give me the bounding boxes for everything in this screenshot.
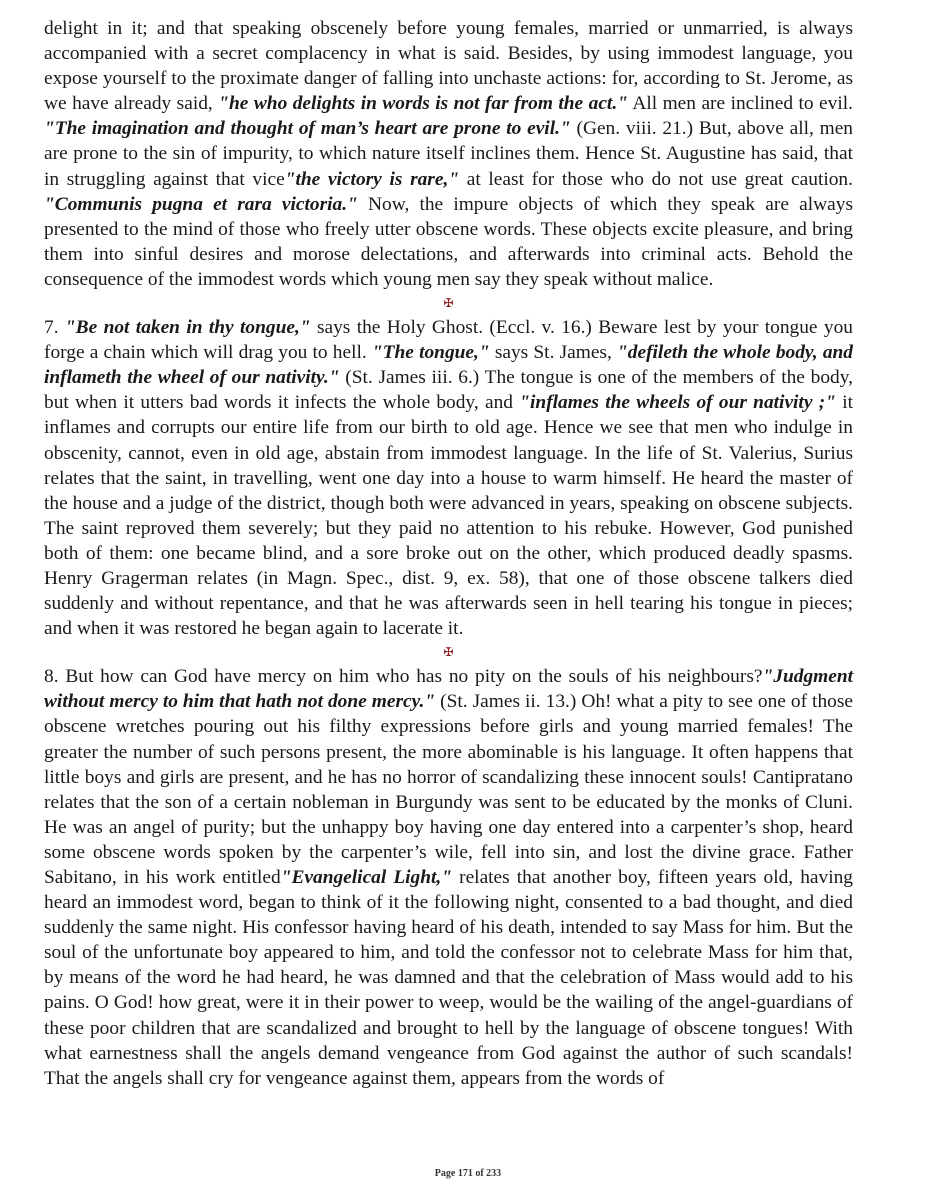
text-run: (St. James iii. 6.) The tongue is one of the members of the body, but when it utters bad words it infects the whole body, and — [44, 367, 853, 414]
paragraph-1 — [44, 16, 853, 292]
text-run: Now, the impure objects of which they speak are always presented to the mind of those who freely utter obscene words. These objects excite pleasure, and bring them into sinful desires and morose delectations, and afterwards into criminal acts. Behold the consequence of the immodest words which young men say they speak without malice. — [44, 193, 853, 290]
quotation: "Evangelical Light," — [280, 867, 453, 888]
quotation: "The tongue," — [371, 342, 490, 364]
quotation: "he who delights in words is not far from the act." — [218, 93, 628, 115]
text-run: relates that another boy, fifteen years old, having heard an immodest word, began to think of it the following night, consented to a bad thought, and died suddenly the same night. His confessor having heard of his death, intended to say Mass for him. But the soul of the unfortunate boy appeared to him, and told the confessor not to celebrate Mass for him that, by means of the word he had heard, he was damned and that the celebration of Mass would add to his pains. O God! how great, were it in their power to weep, would be the wailing of the angel-guardians of these poor children that are scandalized and brought to hell by the language of obscene tongues! With what earnestness shall the angels demand vengeance from God against the author of such scandals! That the angels shall cry for vengeance against them, appears from the words of — [44, 867, 853, 1089]
text-run: All men are inclined to evil. — [627, 93, 853, 115]
quotation: "defileth the whole body, and inflameth the wheel of our nativity." — [44, 342, 853, 389]
cross-separator-icon: ✠ — [443, 645, 454, 660]
quotation: "Be not taken in thy tongue," — [64, 317, 311, 339]
quotation: "inflames the wheels of our nativity ;" — [519, 392, 836, 414]
quotation: "Communis pugna et rara victoria." — [44, 193, 358, 215]
text-run: at least for those who do not use great caution. — [459, 168, 853, 190]
paragraph-8 — [44, 664, 853, 1091]
cross-separator-icon: ✠ — [443, 296, 454, 311]
text-run: it inflames and corrupts our entire life from our birth to old age. Hence we see that men who indulge in obscenity, cannot, even in old age, abstain from immodest language. In the life of St. Valerius, Surius relates that the saint, in travelling, went one day into a house to warm himself. He heard the master of the house and a judge of the district, though both were advanced in years, speaking on obscene subjects. The saint reproved them severely; but they paid no attention to his rebuke. However, God punished both of them: one became blind, and a sore broke out on the other, which produced deadly spasms. Henry Gragerman relates (in Magn. Spec., dist. 9, ex. 58), that one of those obscene talkers died suddenly and without repentance, and that he was afterwards seen in hell tearing his tongue in pieces; and when it was restored he began again to lacerate it. — [44, 392, 853, 640]
text-run: 7. — [44, 317, 65, 339]
body-text — [44, 16, 853, 1091]
quotation: "the victory is rare," — [284, 168, 460, 190]
text-run: 8. But how can God have mercy on him who has no pity on the souls of his neighbours? — [44, 666, 763, 688]
page-number: Page 171 of 233 — [434, 1168, 502, 1179]
text-run: (Gen. viii. 21.) But, above all, men are prone to the sin of impurity, to which nature itself inclines them. Hence St. Augustine has said, that in struggling against that vice — [44, 118, 853, 190]
text-run: (St. James ii. 13.) Oh! what a pity to see one of those obscene wretches pouring out his filthy expressions before girls and young married females! The greater the number of such persons present, the more abominable is his language. It often happens that little boys and girls are present, and he has no horror of scandalizing these innocent souls! Cantipratano relates that the son of a certain nobleman in Burgundy was sent to be educated by the monks of Cluni. He was an angel of purity; but the unhappy boy having one day entered into a carpenter’s shop, heard some obscene words spoken by the carpenter’s wile, fell into sin, and lost the divine grace. Father Sabitano, in his work entitled — [44, 691, 853, 888]
paragraph-7 — [44, 315, 853, 641]
text-run: delight in it; and that speaking obscenely before young females, married or unmarried, is always accompanied with a secret complacency in what is said. Besides, by using immodest language, you expose yourself to the proximate danger of falling into unchaste actions: for, according to St. Jerome, as we have already said, — [44, 18, 853, 115]
quotation: "The imagination and thought of man’s heart are prone to evil." — [44, 118, 571, 140]
quotation: "Judgment without mercy to him that hath not done mercy." — [44, 666, 853, 713]
text-run: says St. James, — [489, 342, 618, 364]
text-run: says the Holy Ghost. (Eccl. v. 16.) Beware lest by your tongue you forge a chain which will drag you to hell. — [44, 317, 853, 364]
